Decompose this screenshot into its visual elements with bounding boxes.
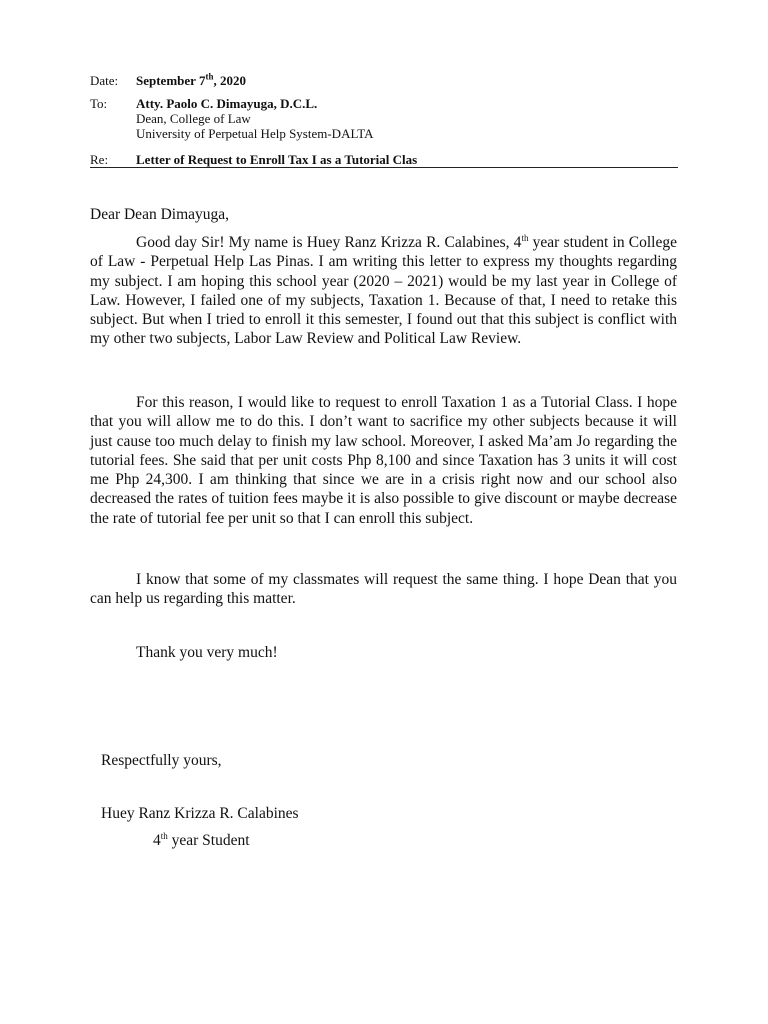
recipient-title: Dean, College of Law [136, 111, 251, 126]
header-divider [90, 167, 678, 168]
re-label: Re: [90, 152, 109, 167]
recipient-name: Atty. Paolo C. Dimayuga, D.C.L. [136, 96, 318, 111]
salutation: Dear Dean Dimayuga, [90, 206, 230, 223]
date-value-year: , 2020 [213, 73, 246, 88]
paragraph-1-rest: year student in College of Law - Perpetual Help Las Pinas. I am writing this letter to express my thoughts regarding my subject. I am hoping this school year (2020 – 2021) would be my last year in College of Law. However, I failed one of my subjects, Taxation 1. Because of that, I need to retake this subject. But when I tried to enroll it this semester, I found out that this subject is conflict with my other two subjects, Labor Law Review and Political Law Review. [90, 234, 677, 348]
to-label: To: [90, 96, 108, 111]
signer-title [153, 831, 250, 851]
closing: Respectfully yours, [101, 752, 222, 769]
paragraph-3: I know that some of my classmates will request the same thing. I hope Dean that you can help us regarding this matter. [90, 571, 677, 608]
signer-title-number: 4 [153, 832, 161, 849]
date-value-main: September 7 [136, 73, 206, 88]
paragraph-1 [90, 233, 677, 349]
signer-title-suffix: th [160, 830, 168, 841]
date-value [136, 73, 246, 89]
signer-name: Huey Ranz Krizza R. Calabines [101, 805, 299, 822]
signer-title-rest: year Student [167, 832, 250, 849]
thanks-line: Thank you very much! [136, 644, 278, 661]
paragraph-1-suffix: th [521, 232, 529, 243]
subject-line: Letter of Request to Enroll Tax I as a Tutorial Clas [136, 152, 418, 167]
paragraph-2: For this reason, I would like to request to enroll Taxation 1 as a Tutorial Class. I hope that you will allow me to do this. I don’t want to sacrifice my other subjects because it will just cause too much delay to finish my law school. Moreover, I asked Ma’am Jo regarding the tutorial fees. She said that per unit costs Php 8,100 and since Taxation has 3 units it will cost me Php 24,300. I am thinking that since we are in a crisis right now and our school also decreased the rates of tuition fees maybe it is also possible to give discount or maybe decrease the rate of tutorial fee per unit so that I can enroll this subject. [90, 394, 677, 527]
paragraph-1-intro: Good day Sir! My name is Huey Ranz Krizza R. Calabines, 4 [136, 234, 522, 251]
date-label: Date: [90, 73, 119, 88]
date-value-suffix: th [205, 71, 214, 82]
recipient-institution: University of Perpetual Help System-DALTA [136, 126, 374, 141]
